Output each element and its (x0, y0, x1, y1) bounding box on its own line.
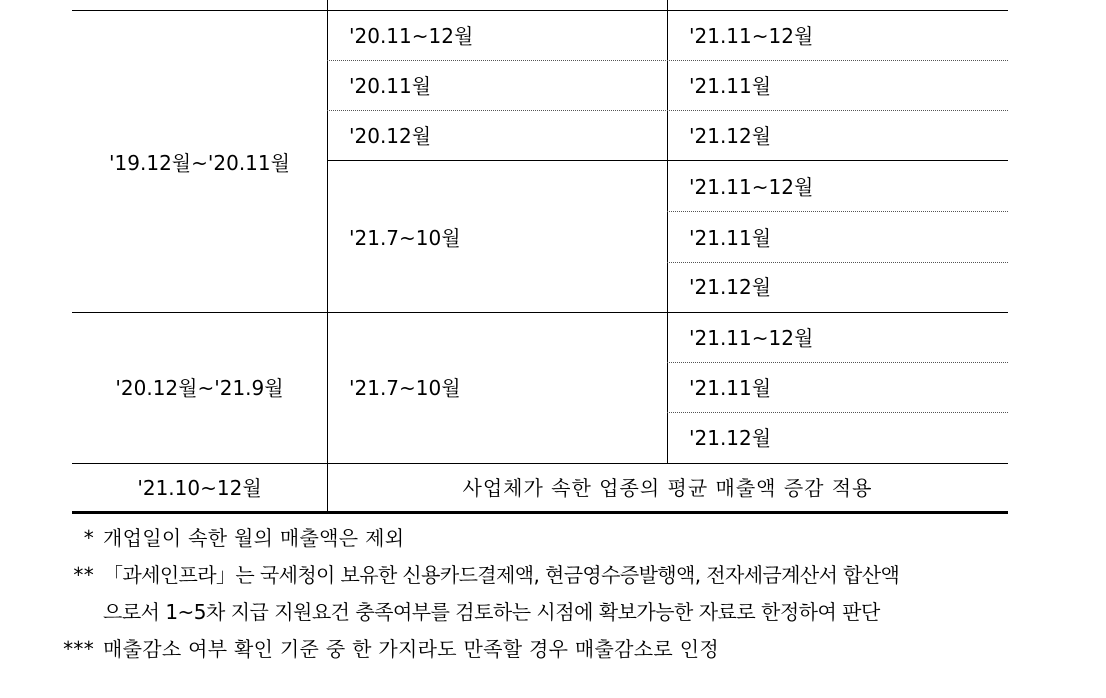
column-divider-1 (327, 0, 328, 513)
footnote-text: 개업일이 속한 월의 매출액은 제외 (103, 526, 405, 550)
target-cell: '21.11~12월 (689, 326, 814, 350)
period-cell: '20.12월~'21.9월 (115, 376, 284, 400)
footnote-mark: *** (63, 637, 94, 661)
footnote-mark: ** (73, 563, 94, 587)
row-divider-group (72, 312, 1008, 313)
target-cell: '21.12월 (689, 124, 772, 148)
compare-cell: '20.11~12월 (349, 24, 474, 48)
footnote-text: 「과세인프라」는 국세청이 보유한 신용카드결제액, 현금영수증발행액, 전자세금계산서 합산액 (103, 563, 900, 587)
target-cell: '21.11~12월 (689, 175, 814, 199)
period-cell: '19.12월~'20.11월 (109, 151, 290, 175)
dotted-divider (667, 412, 1008, 413)
target-cell: '21.11월 (689, 226, 772, 250)
footnote-mark: * (83, 526, 94, 550)
target-cell: '21.12월 (689, 275, 772, 299)
dotted-divider (327, 60, 1008, 61)
compare-cell: '20.12월 (349, 124, 432, 148)
column-divider-2 (667, 0, 668, 463)
table-bottom-rule (72, 511, 1008, 514)
target-cell: '21.12월 (689, 426, 772, 450)
dotted-divider (667, 211, 1008, 212)
description-cell: 사업체가 속한 업종의 평균 매출액 증감 적용 (462, 476, 873, 500)
dotted-divider (327, 110, 1008, 111)
target-cell: '21.11~12월 (689, 24, 814, 48)
dotted-divider (667, 362, 1008, 363)
row-divider-last (72, 463, 1008, 464)
compare-cell: '20.11월 (349, 74, 432, 98)
dotted-divider (667, 262, 1008, 263)
footnote-continuation: 으로서 1~5차 지급 지원요건 충족여부를 검토하는 시점에 확보가능한 자료로 한정하여 판단 (103, 600, 880, 624)
row-divider-sub (327, 160, 1008, 161)
row-divider-top (72, 10, 1008, 11)
target-cell: '21.11월 (689, 74, 772, 98)
period-cell: '21.10~12월 (137, 476, 262, 500)
compare-cell: '21.7~10월 (349, 376, 461, 400)
footnote-text: 매출감소 여부 확인 기준 중 한 가지라도 만족할 경우 매출감소로 인정 (103, 637, 719, 661)
target-cell: '21.11월 (689, 376, 772, 400)
compare-cell: '21.7~10월 (349, 226, 461, 250)
